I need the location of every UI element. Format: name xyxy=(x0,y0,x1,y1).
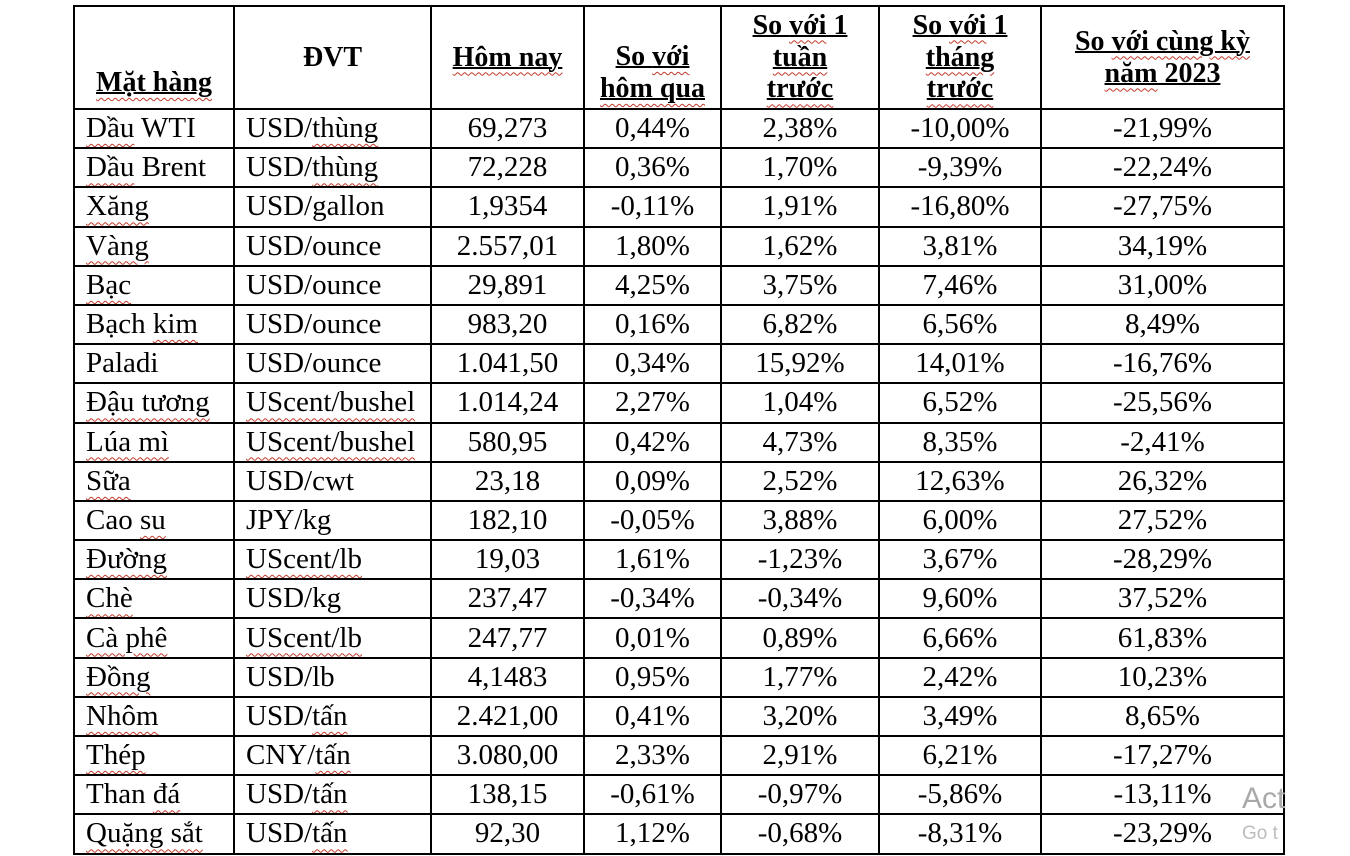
spellcheck-squiggle: kim xyxy=(152,308,198,341)
cell-unit: USD/tấn xyxy=(234,775,431,814)
table-row xyxy=(74,344,1284,383)
cell-unit: USD/gallon xyxy=(234,187,431,226)
cell-vs_week: 15,92% xyxy=(721,344,879,383)
table-body xyxy=(74,109,1284,854)
cell-vs_yesterday: 0,42% xyxy=(584,423,721,462)
cell-today: 29,891 xyxy=(431,266,584,305)
column-header-unit: ĐVT xyxy=(234,6,431,109)
cell-today: 2.421,00 xyxy=(431,697,584,736)
table-row xyxy=(74,109,1284,148)
cell-vs_month: -10,00% xyxy=(879,109,1041,148)
cell-vs_month: 8,35% xyxy=(879,423,1041,462)
cell-today: 2.557,01 xyxy=(431,227,584,266)
column-header-today xyxy=(431,6,584,109)
cell-today: 247,77 xyxy=(431,618,584,657)
spellcheck-squiggle: Đậu tương xyxy=(86,386,210,419)
cell-vs_month: -5,86% xyxy=(879,775,1041,814)
cell-vs_year: 31,00% xyxy=(1041,266,1284,305)
cell-vs_week: 2,38% xyxy=(721,109,879,148)
cell-vs_yesterday: 4,25% xyxy=(584,266,721,305)
cell-vs_year: -25,56% xyxy=(1041,383,1284,422)
cell-vs_week: 6,82% xyxy=(721,305,879,344)
cell-vs_month: 6,21% xyxy=(879,736,1041,775)
cell-vs_week: 3,20% xyxy=(721,697,879,736)
cell-unit: USD/ounce xyxy=(234,305,431,344)
watermark-line2: Go t xyxy=(1242,823,1278,844)
cell-vs_yesterday: 0,95% xyxy=(584,658,721,697)
cell-vs_week: 2,52% xyxy=(721,462,879,501)
column-header-vs_month: So với 1 tháng trước xyxy=(879,6,1041,109)
column-header-vs_week: So với 1 tuần trước xyxy=(721,6,879,109)
cell-vs_week: 3,75% xyxy=(721,266,879,305)
table-row xyxy=(74,305,1284,344)
table-row xyxy=(74,540,1284,579)
cell-item: Than đá xyxy=(74,775,234,814)
cell-today: 4,1483 xyxy=(431,658,584,697)
cell-item xyxy=(74,266,234,305)
spellcheck-squiggle: thùng xyxy=(312,151,379,184)
spellcheck-squiggle: đá xyxy=(152,778,181,811)
cell-vs_yesterday: 0,01% xyxy=(584,618,721,657)
table-row xyxy=(74,579,1284,618)
cell-vs_yesterday: -0,11% xyxy=(584,187,721,226)
table-row xyxy=(74,736,1284,775)
cell-vs_week: 1,62% xyxy=(721,227,879,266)
cell-vs_month: 3,67% xyxy=(879,540,1041,579)
cell-today: 580,95 xyxy=(431,423,584,462)
spellcheck-squiggle: Xăng xyxy=(86,190,149,223)
cell-unit: USD/ounce xyxy=(234,266,431,305)
table-row xyxy=(74,618,1284,657)
cell-vs_month: 14,01% xyxy=(879,344,1041,383)
cell-today: 19,03 xyxy=(431,540,584,579)
cell-today: 182,10 xyxy=(431,501,584,540)
cell-vs_month: 6,52% xyxy=(879,383,1041,422)
cell-vs_week: 1,70% xyxy=(721,148,879,187)
spellcheck-squiggle: Nhôm xyxy=(86,699,159,732)
cell-vs_yesterday: 0,09% xyxy=(584,462,721,501)
spellcheck-squiggle: su xyxy=(139,503,166,536)
cell-vs_yesterday: 2,33% xyxy=(584,736,721,775)
cell-vs_yesterday: 0,41% xyxy=(584,697,721,736)
spellcheck-squiggle: năm xyxy=(1104,57,1158,89)
cell-vs_yesterday: 1,80% xyxy=(584,227,721,266)
cell-item xyxy=(74,814,234,853)
commodity-price-table xyxy=(73,5,1285,855)
cell-unit xyxy=(234,383,431,422)
cell-vs_year: -28,29% xyxy=(1041,540,1284,579)
table-row xyxy=(74,697,1284,736)
spellcheck-squiggle: Cà phê xyxy=(86,621,168,654)
cell-vs_week: -0,68% xyxy=(721,814,879,853)
cell-unit: USD/cwt xyxy=(234,462,431,501)
spellcheck-squiggle: với xyxy=(949,9,987,41)
cell-today: 23,18 xyxy=(431,462,584,501)
cell-vs_month: -9,39% xyxy=(879,148,1041,187)
cell-vs_month: 6,66% xyxy=(879,618,1041,657)
spellcheck-squiggle: Quặng sắt xyxy=(86,817,203,850)
spellcheck-squiggle: tuần xyxy=(772,41,828,73)
spellcheck-squiggle: tấn xyxy=(312,817,348,850)
cell-today: 237,47 xyxy=(431,579,584,618)
table-row xyxy=(74,775,1284,814)
cell-vs_week: -0,34% xyxy=(721,579,879,618)
header-row xyxy=(74,6,1284,109)
cell-item: Dầu Brent xyxy=(74,148,234,187)
cell-today: 3.080,00 xyxy=(431,736,584,775)
spellcheck-squiggle: UScent/lb xyxy=(246,543,362,576)
cell-today: 138,15 xyxy=(431,775,584,814)
cell-vs_year: 8,49% xyxy=(1041,305,1284,344)
spellcheck-squiggle: Chè xyxy=(86,582,133,615)
cell-vs_week: 4,73% xyxy=(721,423,879,462)
cell-vs_month: 6,56% xyxy=(879,305,1041,344)
cell-vs_year: -2,41% xyxy=(1041,423,1284,462)
cell-item: Dầu WTI xyxy=(74,109,234,148)
table-row xyxy=(74,423,1284,462)
cell-vs_yesterday: 0,44% xyxy=(584,109,721,148)
spellcheck-squiggle: tháng xyxy=(925,41,995,73)
cell-today: 69,273 xyxy=(431,109,584,148)
cell-item xyxy=(74,187,234,226)
spellcheck-squiggle: Mặt hàng xyxy=(96,67,212,99)
spellcheck-squiggle: Đường xyxy=(86,543,167,576)
cell-vs_year: -22,24% xyxy=(1041,148,1284,187)
cell-vs_year: -23,29% xyxy=(1041,814,1284,853)
cell-unit: USD/tấn xyxy=(234,814,431,853)
table-row xyxy=(74,814,1284,853)
spellcheck-squiggle: Vàng xyxy=(86,229,149,262)
cell-item: Bạch kim xyxy=(74,305,234,344)
column-header-vs_year: So với cùng kỳ năm 2023 xyxy=(1041,6,1284,109)
cell-vs_month: -8,31% xyxy=(879,814,1041,853)
spellcheck-squiggle: hôm qua xyxy=(599,73,706,105)
cell-vs_yesterday: -0,61% xyxy=(584,775,721,814)
cell-vs_month: 6,00% xyxy=(879,501,1041,540)
cell-vs_month: 12,63% xyxy=(879,462,1041,501)
cell-vs_week: -1,23% xyxy=(721,540,879,579)
cell-vs_month: 9,60% xyxy=(879,579,1041,618)
cell-vs_yesterday: 1,61% xyxy=(584,540,721,579)
cell-today: 1,9354 xyxy=(431,187,584,226)
cell-unit: USD/thùng xyxy=(234,109,431,148)
cell-vs_month: 3,81% xyxy=(879,227,1041,266)
cell-today: 983,20 xyxy=(431,305,584,344)
cell-unit: USD/tấn xyxy=(234,697,431,736)
cell-item xyxy=(74,462,234,501)
cell-vs_month: 2,42% xyxy=(879,658,1041,697)
cell-vs_yesterday: 0,16% xyxy=(584,305,721,344)
table-row xyxy=(74,148,1284,187)
spellcheck-squiggle: Thép xyxy=(86,739,146,772)
table-row xyxy=(74,501,1284,540)
cell-today: 1.014,24 xyxy=(431,383,584,422)
cell-item: Cao su xyxy=(74,501,234,540)
cell-item xyxy=(74,736,234,775)
spellcheck-squiggle: Đồng xyxy=(86,660,151,693)
spellcheck-squiggle: với xyxy=(789,9,827,41)
table-row xyxy=(74,658,1284,697)
cell-vs_year: 34,19% xyxy=(1041,227,1284,266)
cell-vs_month: 3,49% xyxy=(879,697,1041,736)
cell-unit: USD/kg xyxy=(234,579,431,618)
watermark-line1: Act xyxy=(1242,782,1286,815)
cell-today: 72,228 xyxy=(431,148,584,187)
spellcheck-squiggle: với cùng kỳ xyxy=(1111,25,1250,57)
table-row xyxy=(74,187,1284,226)
cell-unit: USD/thùng xyxy=(234,148,431,187)
cell-item xyxy=(74,227,234,266)
table-row xyxy=(74,227,1284,266)
cell-vs_year: -21,99% xyxy=(1041,109,1284,148)
cell-unit: JPY/kg xyxy=(234,501,431,540)
cell-vs_year: 26,32% xyxy=(1041,462,1284,501)
cell-vs_week: 2,91% xyxy=(721,736,879,775)
spellcheck-squiggle: trước xyxy=(926,73,994,105)
cell-vs_yesterday: 2,27% xyxy=(584,383,721,422)
cell-item xyxy=(74,618,234,657)
cell-vs_week: 1,91% xyxy=(721,187,879,226)
cell-vs_year: 61,83% xyxy=(1041,618,1284,657)
cell-item xyxy=(74,423,234,462)
cell-vs_yesterday: 0,34% xyxy=(584,344,721,383)
cell-vs_month: 7,46% xyxy=(879,266,1041,305)
cell-vs_month: -16,80% xyxy=(879,187,1041,226)
cell-unit: CNY/tấn xyxy=(234,736,431,775)
cell-vs_week: 1,04% xyxy=(721,383,879,422)
cell-vs_yesterday: 1,12% xyxy=(584,814,721,853)
cell-item xyxy=(74,658,234,697)
column-header-vs_yesterday: So với hôm qua xyxy=(584,6,721,109)
spellcheck-squiggle: Lúa mì xyxy=(86,425,169,458)
column-header-item xyxy=(74,6,234,109)
spellcheck-squiggle: Bạc xyxy=(86,268,132,301)
cell-vs_yesterday: -0,05% xyxy=(584,501,721,540)
spellcheck-squiggle: UScent/lb xyxy=(246,621,362,654)
spellcheck-squiggle: với xyxy=(652,41,690,73)
cell-vs_year: 8,65% xyxy=(1041,697,1284,736)
cell-unit: USD/ounce xyxy=(234,344,431,383)
cell-unit xyxy=(234,423,431,462)
cell-item xyxy=(74,579,234,618)
table-row xyxy=(74,266,1284,305)
cell-today: 1.041,50 xyxy=(431,344,584,383)
cell-vs_year: -13,11% xyxy=(1041,775,1284,814)
spellcheck-squiggle: Dầu xyxy=(86,151,135,184)
cell-unit xyxy=(234,540,431,579)
spellcheck-squiggle: UScent/bushel xyxy=(246,425,416,458)
cell-item xyxy=(74,540,234,579)
cell-vs_week: -0,97% xyxy=(721,775,879,814)
cell-vs_year: 27,52% xyxy=(1041,501,1284,540)
cell-item xyxy=(74,697,234,736)
cell-vs_year: 10,23% xyxy=(1041,658,1284,697)
cell-vs_year: -17,27% xyxy=(1041,736,1284,775)
spellcheck-squiggle: tấn xyxy=(312,699,348,732)
cell-today: 92,30 xyxy=(431,814,584,853)
cell-vs_year: -27,75% xyxy=(1041,187,1284,226)
spellcheck-squiggle: tấn xyxy=(312,778,348,811)
cell-item xyxy=(74,383,234,422)
cell-unit: USD/ounce xyxy=(234,227,431,266)
spellcheck-squiggle: thùng xyxy=(312,112,379,145)
cell-vs_yesterday: -0,34% xyxy=(584,579,721,618)
cell-vs_week: 1,77% xyxy=(721,658,879,697)
table-row xyxy=(74,462,1284,501)
cell-vs_year: 37,52% xyxy=(1041,579,1284,618)
cell-unit xyxy=(234,618,431,657)
spellcheck-squiggle: Dầu xyxy=(86,112,135,145)
cell-unit: USD/lb xyxy=(234,658,431,697)
spellcheck-squiggle: tấn xyxy=(315,739,351,772)
cell-vs_week: 3,88% xyxy=(721,501,879,540)
spellcheck-squiggle: Hôm nay xyxy=(452,41,563,73)
cell-vs_year: -16,76% xyxy=(1041,344,1284,383)
spellcheck-squiggle: Sữa xyxy=(86,464,131,497)
spellcheck-squiggle: trước xyxy=(766,73,834,105)
cell-vs_week: 0,89% xyxy=(721,618,879,657)
cell-item: Paladi xyxy=(74,344,234,383)
cell-vs_yesterday: 0,36% xyxy=(584,148,721,187)
table-row xyxy=(74,383,1284,422)
spellcheck-squiggle: UScent/bushel xyxy=(246,386,416,419)
